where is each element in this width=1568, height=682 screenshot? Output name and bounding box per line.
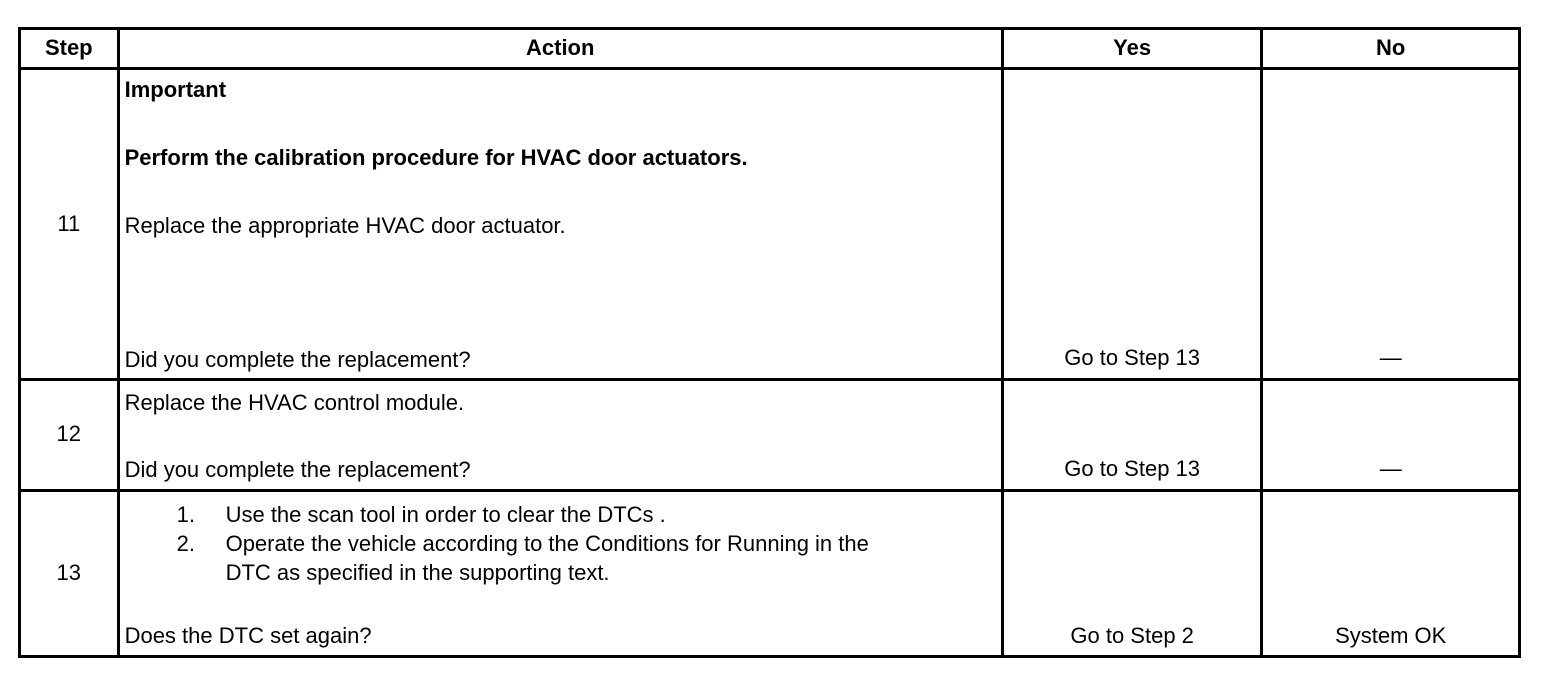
diagnostic-table	[18, 27, 1521, 658]
list-item-continuation	[120, 558, 869, 587]
list-item-text: DTC as specified in the supporting text.	[225, 559, 610, 585]
action-cell	[118, 490, 1002, 656]
step-number: 13	[20, 490, 119, 656]
question-text: Does the DTC set again?	[124, 622, 372, 648]
yes-result: Go to Step 2	[1002, 490, 1262, 656]
list-item-text: Operate the vehicle according to the Conditions for Running in the	[225, 530, 869, 556]
action-cell	[118, 379, 1002, 490]
question-text: Did you complete the replacement?	[124, 347, 471, 372]
header-yes: Yes	[1002, 29, 1262, 69]
action-cell	[118, 69, 1002, 380]
table-row	[20, 69, 1520, 380]
header-step: Step	[20, 29, 119, 69]
instruction-text: Replace the appropriate HVAC door actuator.	[124, 213, 566, 238]
step-number: 12	[20, 379, 119, 490]
list-item	[120, 529, 869, 558]
list-item-text: Use the scan tool in order to clear the DTCs .	[225, 501, 666, 527]
table-row	[20, 379, 1520, 490]
table-row	[20, 490, 1520, 656]
no-result: System OK	[1262, 490, 1520, 656]
header-action: Action	[118, 29, 1002, 69]
instruction-text: Replace the HVAC control module.	[124, 389, 465, 415]
list-item-number: 1.	[176, 501, 195, 527]
list-item-number: 2.	[176, 530, 195, 556]
no-result: —	[1262, 69, 1520, 380]
step-number: 11	[20, 69, 119, 380]
question-text: Did you complete the replacement?	[124, 456, 471, 482]
procedure-list	[120, 500, 869, 587]
list-item	[120, 500, 869, 529]
important-text: Perform the calibration procedure for HVAC door actuators.	[124, 145, 748, 170]
important-label: Important	[124, 77, 227, 102]
yes-result: Go to Step 13	[1002, 379, 1262, 490]
no-result: —	[1262, 379, 1520, 490]
yes-result: Go to Step 13	[1002, 69, 1262, 380]
table-header-row	[20, 29, 1520, 69]
header-no: No	[1262, 29, 1520, 69]
